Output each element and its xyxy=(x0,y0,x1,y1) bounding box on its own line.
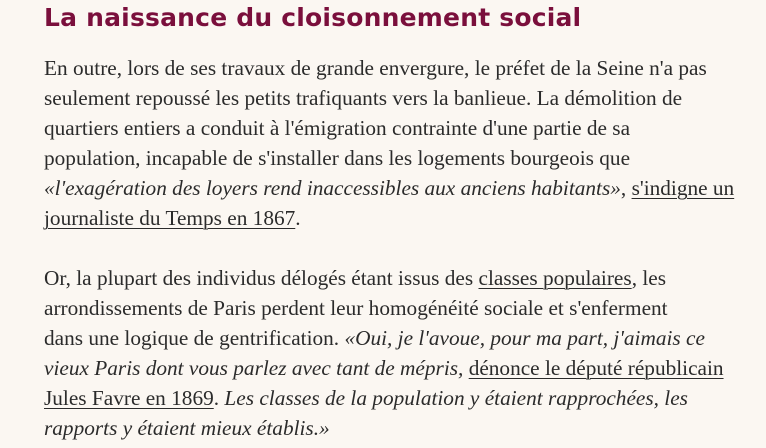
paragraph-1-line-5 xyxy=(44,173,734,203)
quote-separator: , xyxy=(620,176,632,200)
paragraph-2-line-6 xyxy=(44,413,724,443)
quote-loyers: «l'exagération des loyers rend inaccessibles aux anciens habitants» xyxy=(44,176,621,200)
jules-favre-link-part-1[interactable]: dénonce le député républicain xyxy=(468,356,724,380)
period-separator: . xyxy=(213,386,225,410)
paragraph-1-line-2: seulement repoussé les petits trafiquants vers la banlieue. La démolition de xyxy=(44,86,683,110)
quote-favre-start: «Oui, je l'avoue, pour ma part, j'aimais ce xyxy=(344,326,705,350)
text-before-link: Or, la plupart des individus délogés étant issus des xyxy=(44,266,479,290)
paragraph-2-line-1 xyxy=(44,263,724,293)
paragraph-2-line-2: arrondissements de Paris perdent leur homogénéité sociale et s'enferment xyxy=(44,296,668,320)
paragraph-1-line-1: En outre, lors de ses travaux de grande envergure, le préfet de la Seine n'a pas xyxy=(44,56,707,80)
paragraph-1-line-4: population, incapable de s'installer dans les logements bourgeois que xyxy=(44,146,631,170)
text-after-link: , les xyxy=(631,266,666,290)
paragraph-1-line-3: quartiers entiers a conduit à l'émigration contrainte d'une partie de sa xyxy=(44,116,631,140)
classes-populaires-link[interactable]: classes populaires xyxy=(478,266,632,290)
journaliste-temps-link-part-2[interactable]: journaliste du Temps en 1867 xyxy=(44,206,296,230)
paragraph-1 xyxy=(44,53,734,233)
paragraph-2 xyxy=(44,263,724,443)
quote-favre-continued: Les classes de la population y étaient rapprochées, les xyxy=(224,386,688,410)
text-gentrification: dans une logique de gentrification. xyxy=(44,326,345,350)
section-heading: La naissance du cloisonnement social xyxy=(44,3,582,32)
paragraph-2-line-3 xyxy=(44,323,724,353)
quote-favre-end: rapports y étaient mieux établis.» xyxy=(44,416,330,440)
quote-favre-middle: vieux Paris dont vous parlez avec tant de mépris, xyxy=(44,356,464,380)
paragraph-2-line-5 xyxy=(44,383,724,413)
sentence-end: . xyxy=(295,206,301,230)
journaliste-temps-link-part-1[interactable]: s'indigne un xyxy=(631,176,735,200)
paragraph-1-line-6 xyxy=(44,203,734,233)
paragraph-2-line-4 xyxy=(44,353,724,383)
jules-favre-link-part-2[interactable]: Jules Favre en 1869 xyxy=(44,386,214,410)
